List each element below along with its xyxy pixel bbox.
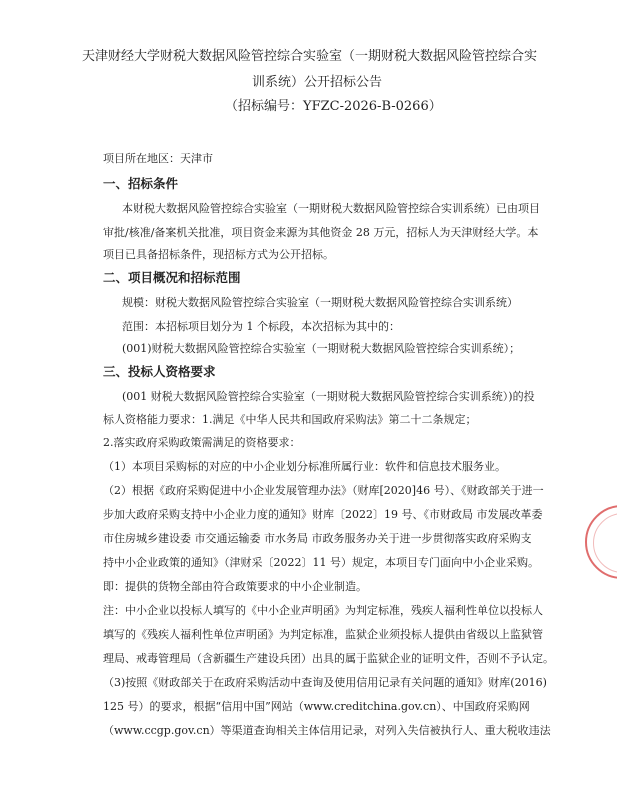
document-title-line-2: 训系统）公开招标公告 (252, 75, 383, 90)
paragraph-line: （www.ccgp.gov.cn）等渠道查询相关主体信用记录，对列入失信被执行人、重大税收违法 (103, 724, 551, 737)
paragraph-line: (001)财税大数据风险管控综合实验室（一期财税大数据风险管控综合实训系统）； (122, 342, 521, 355)
paragraph-line: （3)按照《财政部关于在政府采购活动中查询及使用信用记录有关问题的通知》财库(2016) (103, 676, 547, 689)
paragraph-line: 125 号）的要求，根据“信用中国”网站（www.creditchina.gov.cn）、中国政府采购网 (103, 700, 530, 713)
bid-number: （招标编号：YFZC-2026-B-0266） (225, 99, 442, 114)
paragraph-line: 理局、戒毒管理局（含新疆生产建设兵团）出具的属于监狱企业的证明文件，否则不予认定。 (103, 652, 554, 665)
section-heading-bidder-qualifications: 三、投标人资格要求 (103, 364, 216, 379)
paragraph-line: 2.落实政府采购政策需满足的资格要求： (103, 436, 301, 449)
paragraph-line: (001 财税大数据风险管控综合实验室（一期财税大数据风险管控综合实训系统）)的投 (122, 390, 535, 403)
paragraph-line: 步加大政府采购支持中小企业力度的通知》财库〔2022〕19 号、《市财政局 市发展改革委 (103, 508, 543, 521)
document-title-line-1: 天津财经大学财税大数据风险管控综合实验室（一期财税大数据风险管控综合实 (82, 49, 538, 64)
paragraph-line: 项目已具备招标条件，现招标方式为公开招标。 (103, 248, 334, 261)
paragraph-line: （1）本项目采购标的对应的中小企业划分标准所属行业：软件和信息技术服务业。 (103, 460, 506, 473)
paragraph-line: 规模：财税大数据风险管控综合实验室（一期财税大数据风险管控综合实训系统） (122, 296, 518, 309)
section-heading-project-overview: 二、项目概况和招标范围 (103, 270, 241, 285)
paragraph-line: 范围：本招标项目划分为 1 个标段，本次招标为其中的： (122, 320, 400, 333)
paragraph-line: 市住房城乡建设委 市交通运输委 市水务局 市政务服务办关于进一步贯彻落实政府采购支 (103, 532, 532, 545)
paragraph-line: （2）根据《政府采购促进中小企业发展管理办法》（财库[2020]46 号）、《财政部关于进一 (103, 484, 544, 497)
paragraph-line: 注：中小企业以投标人填写的《中小企业声明函》为判定标准，残疾人福利性单位以投标人 (103, 604, 543, 617)
paragraph-line: 即：提供的货物全部由符合政策要求的中小企业制造。 (103, 580, 367, 593)
project-location: 项目所在地区：天津市 (103, 152, 213, 165)
paragraph-line: 填写的《残疾人福利性单位声明函》为判定标准，监狱企业须投标人提供由省级以上监狱管 (103, 628, 543, 641)
paragraph-line: 审批/核准/备案机关批准，项目资金来源为其他资金 28 万元，招标人为天津财经大学。本 (103, 226, 539, 239)
paragraph-line: 持中小企业政策的通知》（津财采〔2022〕11 号）规定，本项目专门面向中小企业采购。 (103, 556, 539, 569)
paragraph-line: 标人资格能力要求：1.满足《中华人民共和国政府采购法》第二十二条规定； (103, 413, 477, 426)
paragraph-line: 本财税大数据风险管控综合实验室（一期财税大数据风险管控综合实训系统）已由项目 (122, 202, 540, 215)
section-heading-bidding-conditions: 一、招标条件 (103, 176, 179, 191)
official-seal-stamp (585, 505, 617, 579)
